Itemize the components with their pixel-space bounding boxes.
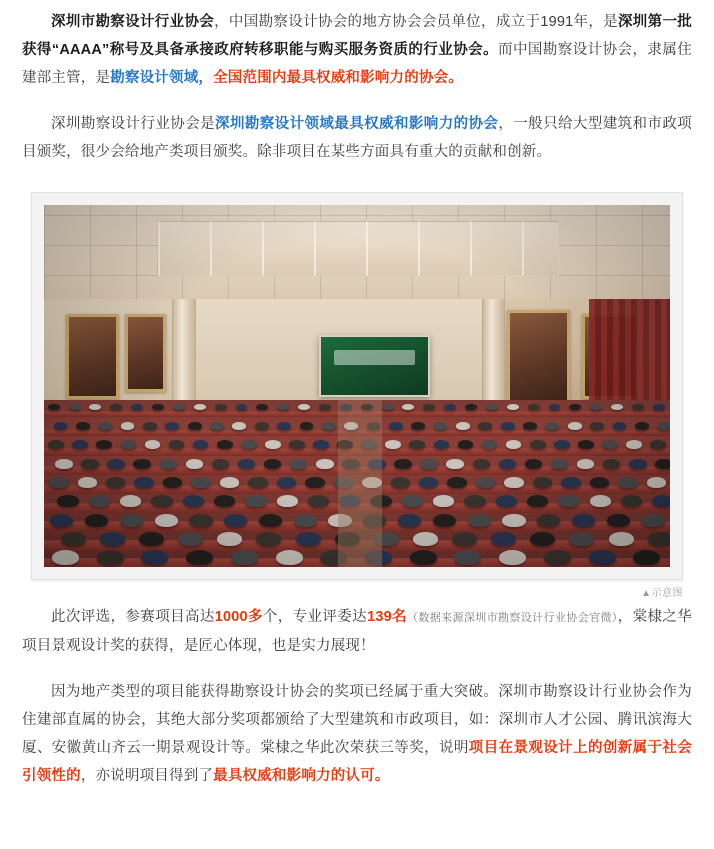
audience-head (277, 495, 298, 507)
text-run-note: （数据来源深圳市勘察设计行业协会官微） (406, 612, 618, 624)
audience-head (491, 532, 516, 546)
audience-head (433, 495, 454, 507)
audience-head (499, 459, 517, 469)
audience-head (473, 459, 491, 469)
audience-head (264, 459, 282, 469)
text-run: ，棠棣之华项目景观设计奖的获得，是匠心体现，也是实力展现！ (22, 609, 693, 654)
audience-head (120, 514, 143, 527)
audience-head (134, 477, 153, 488)
audience-head (423, 404, 435, 411)
audience-head (391, 477, 410, 488)
audience-head (294, 514, 317, 527)
audience-head (554, 440, 570, 449)
audience-head (590, 477, 609, 488)
figure-caption: ▲示意图 (641, 588, 683, 599)
audience-head (482, 440, 498, 449)
audience-head (133, 459, 151, 469)
audience-head (49, 477, 68, 488)
audience-head (259, 514, 282, 527)
audience-head (76, 422, 90, 430)
center-aisle (338, 400, 382, 567)
text-run: ，中国勘察设计协会的地方协会会员单位，成立于1991年，是 (214, 14, 618, 30)
audience-head (52, 550, 79, 565)
audience-head (549, 404, 561, 411)
audience-head (139, 532, 164, 546)
audience-head (389, 422, 403, 430)
audience-head (465, 404, 477, 411)
audience-head (657, 422, 670, 430)
paragraph-4 (22, 678, 692, 790)
audience-head (165, 422, 179, 430)
audience-head (145, 440, 161, 449)
text-run-highlight-red: 全国范围内最具权威和影响力的协会。 (213, 70, 464, 86)
audience-head (241, 440, 257, 449)
audience-head (452, 532, 477, 546)
audience-head (394, 459, 412, 469)
text-run-highlight-red: 最具权威和影响力的认可。 (213, 768, 390, 784)
figure-block (22, 192, 692, 599)
audience-head (188, 422, 202, 430)
audience-head (468, 514, 491, 527)
audience-head (590, 404, 602, 411)
audience-head (224, 514, 247, 527)
audience-head (50, 514, 73, 527)
audience-head (609, 532, 634, 546)
audience-head (121, 440, 137, 449)
audience-head (413, 532, 438, 546)
audience-head (191, 477, 210, 488)
audience-head (107, 459, 125, 469)
audience-head (434, 422, 448, 430)
audience-head (319, 404, 331, 411)
audience-head (589, 550, 616, 565)
audience-head (100, 532, 125, 546)
audience-head (523, 422, 537, 430)
audience-head (486, 404, 498, 411)
audience-head (296, 532, 321, 546)
audience-head (602, 440, 618, 449)
audience-head (577, 459, 595, 469)
audience-head (653, 404, 665, 411)
audience-head (217, 440, 233, 449)
audience-head (578, 440, 594, 449)
audience-head (85, 514, 108, 527)
audience-head (458, 440, 474, 449)
audience-head (434, 440, 450, 449)
audience-head (545, 422, 559, 430)
audience-head (411, 422, 425, 430)
text-run: 个，专业评委达 (262, 609, 368, 625)
audience-head (232, 422, 246, 430)
audience-head (248, 477, 267, 488)
audience-head (419, 477, 438, 488)
audience-head (98, 422, 112, 430)
audience-head (456, 422, 470, 430)
audience-head (641, 514, 664, 527)
audience-head (169, 440, 185, 449)
text-run: ，一般只给大型建筑和市政项目颁奖，很少会给地产类项目颁奖。除非项目在某些方面具有重大的贡献和创新。 (22, 116, 692, 160)
audience-head (527, 495, 548, 507)
audience-head (613, 422, 627, 430)
audience-head (256, 404, 268, 411)
audience-head (151, 495, 172, 507)
audience-head (212, 459, 230, 469)
audience-head (635, 422, 649, 430)
audience-head (231, 550, 258, 565)
paragraph-2 (22, 110, 692, 166)
audience-head (110, 404, 122, 411)
audience-head (277, 422, 291, 430)
paragraph-3 (22, 603, 692, 660)
audience-head (507, 404, 519, 411)
audience-head (533, 477, 552, 488)
audience-head (121, 422, 135, 430)
text-run-highlight-red: 139名 (367, 609, 407, 625)
audience-head (256, 532, 281, 546)
audience-head (544, 550, 571, 565)
photo-frame (31, 192, 683, 580)
audience-head (447, 477, 466, 488)
audience-head (647, 477, 666, 488)
audience-head (78, 477, 97, 488)
audience-head (183, 495, 204, 507)
audience-head (290, 459, 308, 469)
audience-head (444, 404, 456, 411)
audience-head (217, 532, 242, 546)
audience-head (568, 422, 582, 430)
audience-head (648, 532, 670, 546)
audience-head (173, 404, 185, 411)
audience-head (160, 459, 178, 469)
audience-head (300, 422, 314, 430)
audience-head (590, 422, 604, 430)
audience-head (96, 440, 112, 449)
audience-head (255, 422, 269, 430)
audience-head (504, 477, 523, 488)
audience-head (603, 459, 621, 469)
paragraph-1 (22, 8, 692, 92)
audience-head (420, 459, 438, 469)
audience-head (402, 404, 414, 411)
audience-head (89, 495, 110, 507)
audience-head (530, 532, 555, 546)
text-run: 深圳市勘察设计行业协会 (51, 14, 215, 30)
audience-head (409, 440, 425, 449)
audience-head (464, 495, 485, 507)
audience-head (633, 550, 660, 565)
audience-head (385, 440, 401, 449)
audience-head (131, 404, 143, 411)
audience-head (313, 440, 329, 449)
audience-head (558, 495, 579, 507)
audience-head (501, 422, 515, 430)
audience-head (48, 404, 60, 411)
audience-head (525, 459, 543, 469)
wall-painting (507, 310, 569, 403)
audience-head (55, 459, 73, 469)
audience-head (569, 532, 594, 546)
audience-head (655, 459, 670, 469)
audience-head (433, 514, 456, 527)
audience-head (382, 404, 394, 411)
audience-head (398, 514, 421, 527)
audience-head (61, 532, 86, 546)
projection-screen (319, 335, 429, 397)
audience-head (551, 459, 569, 469)
audience-head (621, 495, 642, 507)
audience-head (81, 459, 99, 469)
audience-head (569, 404, 581, 411)
audience-head (629, 459, 647, 469)
audience-head (502, 514, 525, 527)
audience-head (496, 495, 517, 507)
audience-head (277, 477, 296, 488)
audience-head (289, 440, 305, 449)
audience-head (186, 459, 204, 469)
audience-head (214, 495, 235, 507)
audience-head (402, 495, 423, 507)
audience-head (277, 404, 289, 411)
audience-head (316, 459, 334, 469)
audience-head (178, 532, 203, 546)
audience-head (48, 440, 64, 449)
audience-head (236, 404, 248, 411)
audience-head (572, 514, 595, 527)
audience-head (120, 495, 141, 507)
audience-head (499, 550, 526, 565)
audience-head (626, 440, 642, 449)
audience-head (220, 477, 239, 488)
audience-head (143, 422, 157, 430)
audience-head (590, 495, 611, 507)
audience-head (607, 514, 630, 527)
audience-head (106, 477, 125, 488)
audience-head (530, 440, 546, 449)
audience-head (189, 514, 212, 527)
text-run-highlight-blue: 勘察设计领域， (110, 70, 214, 86)
audience-head (476, 477, 495, 488)
wall-painting (66, 314, 119, 400)
audience-head (618, 477, 637, 488)
audience-head (193, 440, 209, 449)
audience-head (410, 550, 437, 565)
audience-head (265, 440, 281, 449)
audience-head (194, 404, 206, 411)
audience-head (54, 422, 68, 430)
audience-head (561, 477, 580, 488)
audience-head (632, 404, 644, 411)
audience-head (506, 440, 522, 449)
wall-painting (125, 314, 165, 392)
ceiling-decor (44, 205, 670, 306)
audience-head (210, 422, 224, 430)
audience-head (322, 422, 336, 430)
text-run: 此次评选，参赛项目高达 (51, 609, 215, 625)
audience-head (155, 514, 178, 527)
audience-head (650, 440, 666, 449)
audience-head (652, 495, 670, 507)
audience-head (72, 440, 88, 449)
text-run-highlight-blue: 深圳勘察设计领域最具权威和影响力的协会 (215, 116, 499, 132)
audience-head (276, 550, 303, 565)
text-run: 深圳勘察设计行业协会是 (51, 116, 216, 132)
audience-head (215, 404, 227, 411)
audience-head (528, 404, 540, 411)
audience-head (537, 514, 560, 527)
audience-head (97, 550, 124, 565)
audience-head (152, 404, 164, 411)
audience-head (305, 477, 324, 488)
audience-head (57, 495, 78, 507)
audience-head (186, 550, 213, 565)
text-run-highlight-red: 1000多 (214, 609, 263, 625)
audience-head (478, 422, 492, 430)
audience-head (611, 404, 623, 411)
audience-head (245, 495, 266, 507)
audience-head (308, 495, 329, 507)
audience-head (238, 459, 256, 469)
text-run: 深圳第一批获得“AAAA”称号及具备承接政府转移职能与购买服务资质的行业协会。 (22, 14, 692, 58)
text-run-highlight-red: 项目在景观设计上的创新属于社会引领性的 (22, 740, 693, 784)
audience-head (298, 404, 310, 411)
audience-head (89, 404, 101, 411)
audience-head (163, 477, 182, 488)
audience-head (446, 459, 464, 469)
text-run: 而中国勘察设计协会，隶属住建部主管，是 (22, 42, 692, 86)
audience-head (69, 404, 81, 411)
conference-hall-photo (44, 205, 670, 567)
text-run: 因为地产类型的项目能获得勘察设计协会的奖项已经属于重大突破。深圳市勘察设计行业协会作为住建部直属的协会，其绝大部分奖项都颁给了大型建筑和市政项目，如：深圳市人才公园、腾讯滨海大厦、安徽黄山齐云一期景观设计等。棠棣之华此次荣获三等奖，说明 (22, 684, 692, 756)
text-run: ，亦说明项目得到了 (80, 768, 214, 784)
